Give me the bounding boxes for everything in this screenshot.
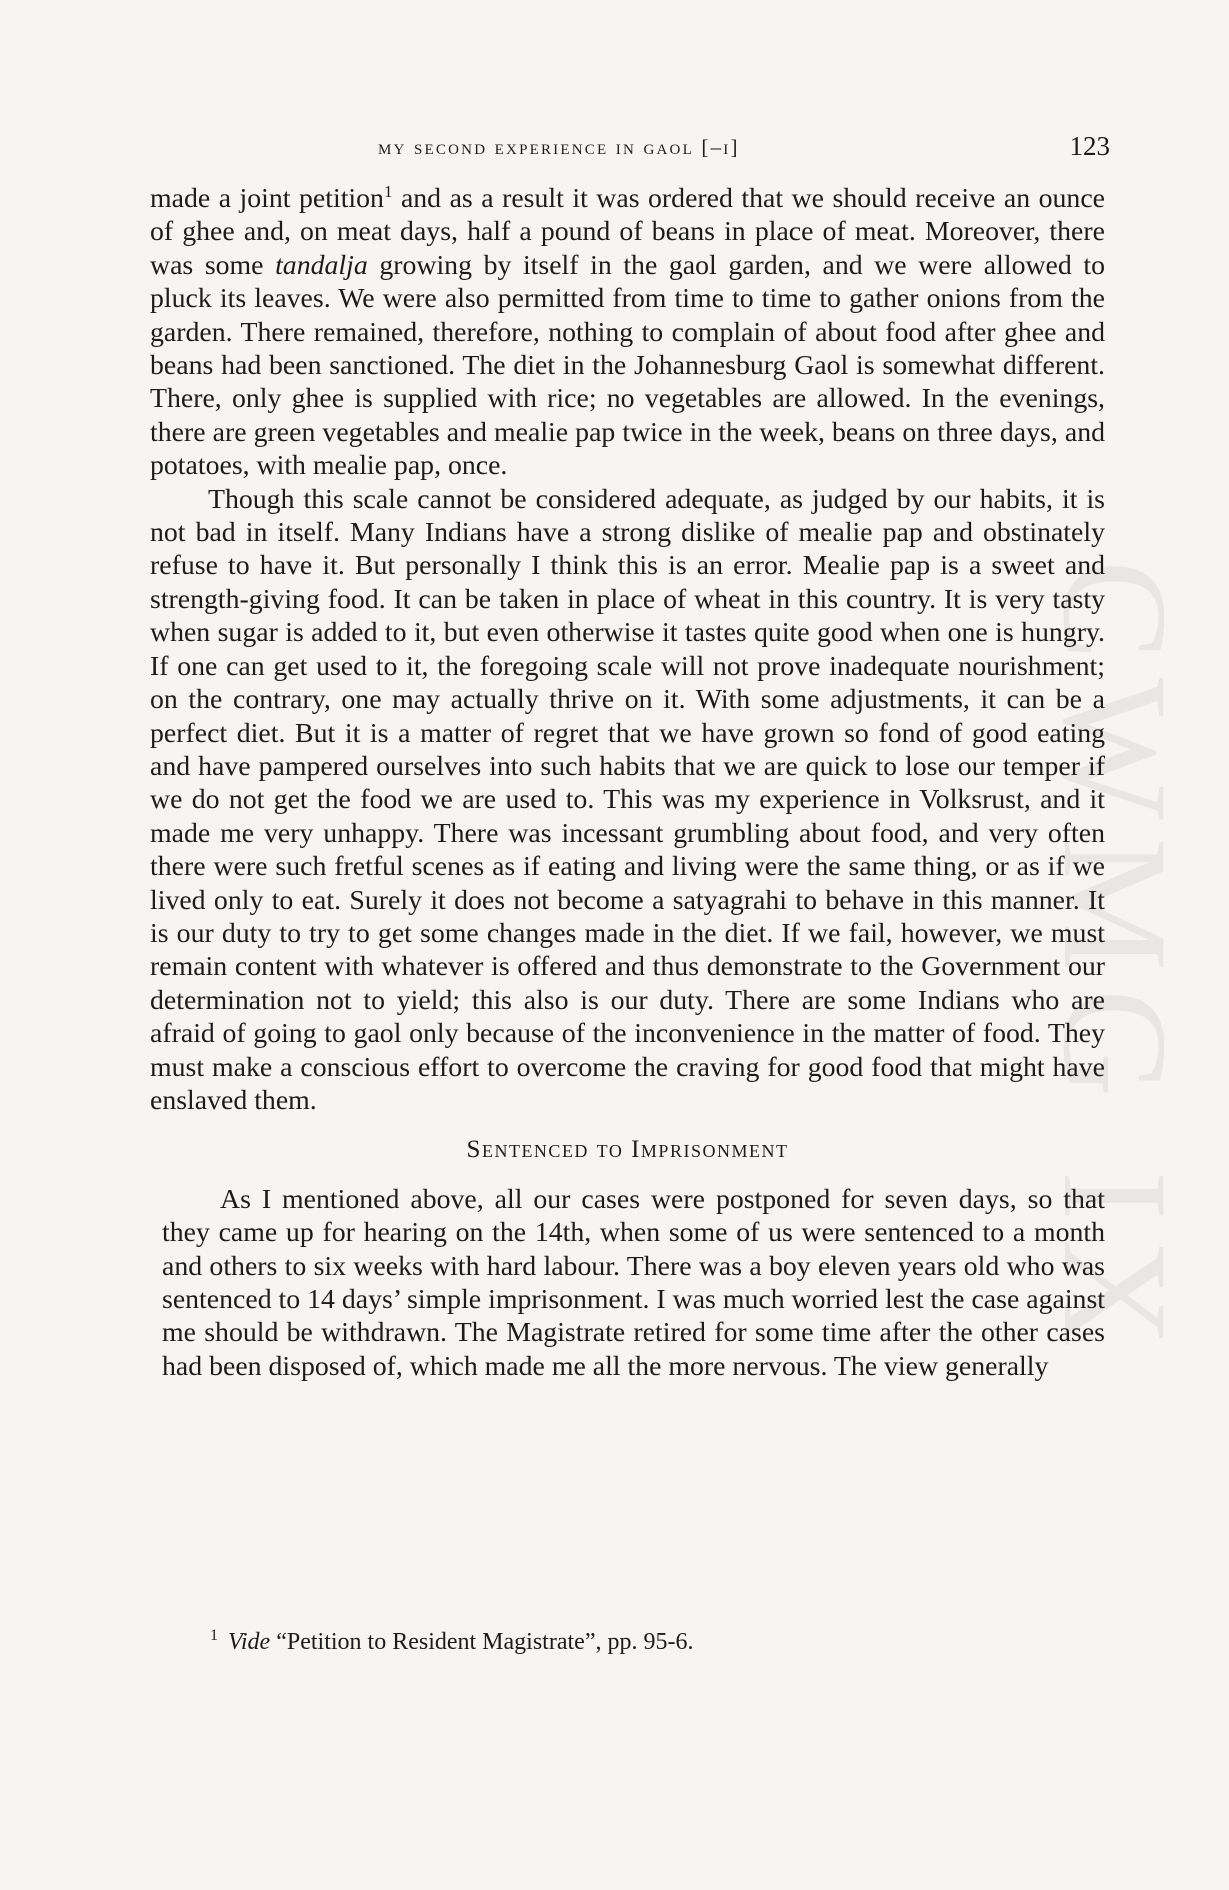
page-number: 123: [1069, 131, 1110, 161]
footnote-italic: Vide: [228, 1629, 271, 1655]
section-heading: Sentenced to Imprisonment: [466, 1136, 789, 1164]
footnote-reference: 1: [383, 182, 393, 201]
watermark: CWMG IX: [1032, 560, 1198, 1366]
running-head: my second experience in gaol [–i]: [378, 135, 740, 159]
paragraph-1-rest: growing by itself in the gaol garden, and we were allowed to pluck its leaves. We were also permitted from time to time to gather onions from the garden. There remained, therefore, nothing to complain of about food after ghee and beans had been sanctioned. The diet in the Johannesburg Gaol is somewhat different. There, only ghee is supplied with rice; no vegetables are allowed. In the evenings, there are green vegetables and mealie pap twice in the week, beans on three days, and potatoes, with mealie pap, once.: [150, 249, 1105, 482]
footnote-mark: 1: [210, 1627, 218, 1644]
page-body: [150, 182, 1105, 1383]
italic-term: tandalja: [275, 249, 368, 281]
paragraph-1-start: made a joint petition: [150, 183, 384, 214]
footnote: [210, 1621, 693, 1657]
paragraph-2: Though this scale cannot be considered adequate, as judged by our habits, it is not bad in itself. Many Indians have a strong dislike of mealie pap and obstinately refuse to have it. But personally I think this is an error. Mealie pap is a sweet and strength-giving food. It can be taken in place of wheat in this country. It is very tasty when sugar is added to it, but even otherwise it tastes quite good when one is hungry. If one can get used to it, the foregoing scale will not prove inadequate nourishment; on the contrary, one may actually thrive on it. With some adjustments, it can be a perfect diet. But it is a matter of regret that we have grown so fond of good eating and have pampered ourselves into such habits that we are quick to lose our temper if we do not get the food we are used to. This was my experience in Volksrust, and it made me very unhappy. There was incessant grumbling about food, and very often there were such fretful scenes as if eating and living were the same thing, or as if we lived only to eat. Surely it does not become a satyagrahi to behave in this manner. It is our duty to try to get some changes made in the diet. If we fail, however, we must remain content with whatever is offered and thus demonstrate to the Government our determination not to yield; this also is our duty. There are some Indians who are afraid of going to gaol only because of the inconvenience in the matter of food. They must make a conscious effort to overcome the craving for good food that might have enslaved them.: [150, 483, 1105, 1116]
page-header: [150, 131, 1110, 171]
paragraph-1-mid: and as a result it was ordered that we should receive an ounce of ghee and, on meat days, half a pound of beans in place of meat. Moreover, there was some: [150, 183, 1105, 281]
paragraph-3: As I mentioned above, all our cases were postponed for seven days, so that they came up for hearing on the 14th, when some of us were sentenced to a month and others to six weeks with hard labour. There was a boy eleven years old who was sentenced to 14 days’ simple imprisonment. I was much worried lest the case against me should be withdrawn. The Magistrate retired for some time after the other cases had been disposed of, which made me all the more nervous. The view generally: [162, 1183, 1105, 1382]
footnote-text: “Petition to Resident Magistrate”, pp. 95-6.: [270, 1629, 694, 1655]
paragraph-1: [150, 182, 1105, 483]
